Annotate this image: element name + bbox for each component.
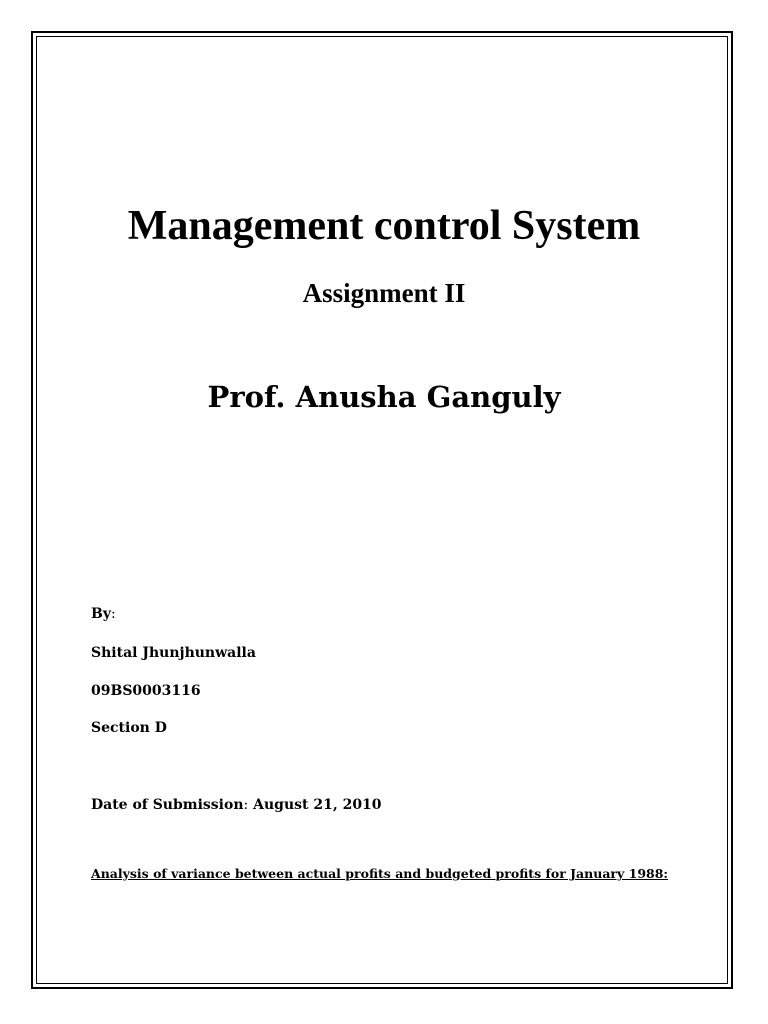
document-title: Management control System [127, 203, 641, 249]
by-line [91, 606, 116, 623]
submission-colon: : [243, 797, 249, 813]
by-label: By [91, 606, 111, 622]
student-name: Shital Jhunjhunwalla [91, 645, 256, 661]
professor-name: Prof. Anusha Ganguly [207, 380, 561, 414]
analysis-heading: Analysis of variance between actual profits and budgeted profits for January 1988: [91, 866, 669, 881]
submission-label: Date of Submission [91, 797, 244, 813]
submission-date-line [91, 797, 382, 814]
submission-date: August 21, 2010 [253, 797, 382, 813]
page-border-inner [36, 36, 728, 984]
roll-number: 09BS0003116 [91, 683, 201, 699]
by-colon: : [110, 606, 116, 622]
section-label: Section D [91, 720, 167, 736]
assignment-subtitle: Assignment II [302, 278, 466, 308]
